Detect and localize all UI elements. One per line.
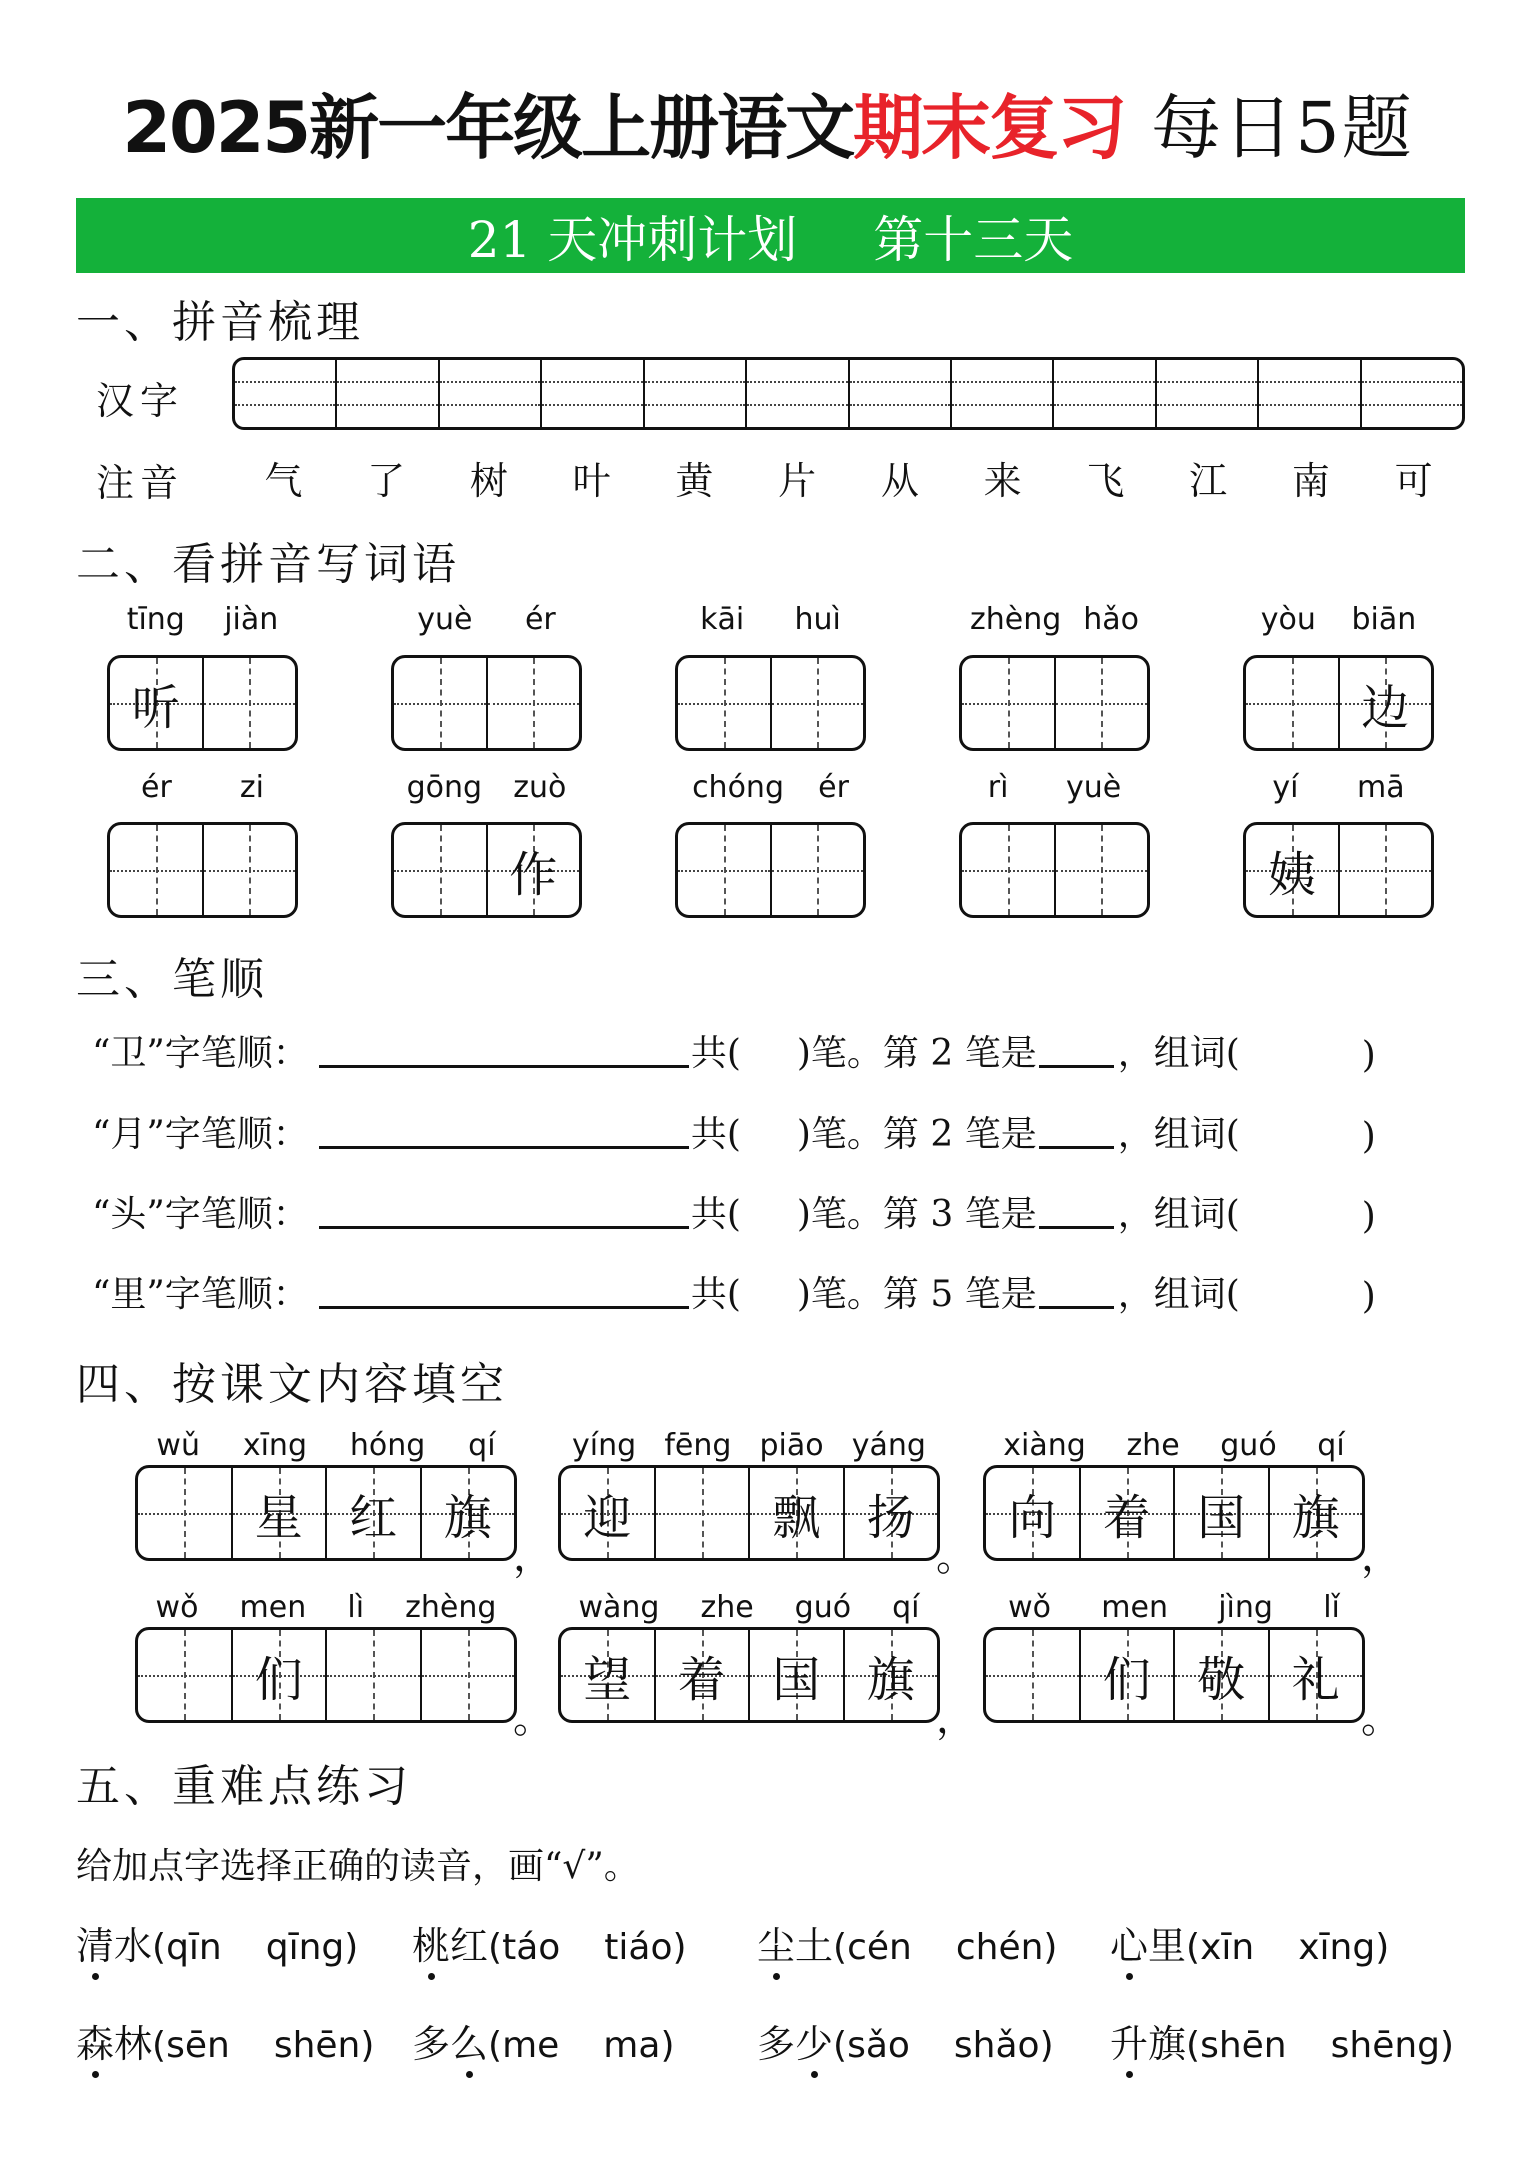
pinyin-syllable: yòu [1260,602,1316,637]
nth-stroke-label: 第 2 笔是 [882,1033,1037,1074]
option-second[interactable]: xīng [1298,1927,1376,1968]
writing-cell[interactable] [1270,1468,1363,1558]
pinyin-syllable: men [239,1590,307,1625]
pinyin-syllable: zhèng [405,1590,497,1625]
pinyin-label [1243,602,1434,637]
word-character: 里 [1148,1924,1187,1968]
option-second[interactable]: tiáo [604,1927,673,1968]
banner-day-label: 第十三天 [873,210,1074,269]
banner-plan-label: 21 天冲刺计划 [467,210,798,269]
option-second[interactable]: chén [955,1927,1044,1968]
writing-cell[interactable] [337,360,439,427]
paren-close: ) [1039,2025,1054,2066]
dotted-character: 心 [1110,1915,1148,1970]
nth-stroke-blank[interactable] [1039,1063,1114,1068]
writing-cell[interactable] [440,360,542,427]
title-suffix: 每日5题 [1151,87,1414,169]
writing-cell[interactable] [561,1468,656,1558]
writing-cell[interactable] [394,825,488,915]
pinyin-syllable: hóng [349,1428,426,1463]
section4-heading: 四、按课文内容填空 [76,1359,508,1410]
section5-heading: 五、重难点练习 [76,1761,412,1812]
pinyin-syllable: yuè [1065,770,1122,805]
pinyin-syllable: wǔ [156,1428,200,1463]
pinyin-syllable: jiàn [224,602,279,637]
pinyin-syllable: qí [892,1590,920,1625]
character-2: 了 [367,459,406,503]
punctuation: 。 [1361,1696,1401,1742]
paren-close: ) [1375,1927,1390,1968]
character-11: 南 [1291,459,1330,503]
punctuation: ， [1361,1534,1401,1580]
writing-cell[interactable] [850,360,952,427]
paren-open: ( [1186,2025,1201,2066]
word-character: 多 [757,2022,796,2066]
section2-heading: 二、看拼音写词语 [76,539,460,590]
character-3: 树 [469,459,508,503]
item-word [76,1915,152,1970]
tianzi-box[interactable] [675,655,866,751]
plan-banner [76,198,1465,273]
writing-cell[interactable] [422,1468,515,1558]
pinyin-syllable: kāi [700,602,745,637]
choice-item [1110,1915,1389,1970]
strokes-close-label: )笔。 [796,1194,883,1235]
writing-cell[interactable] [233,1630,328,1720]
writing-cell[interactable] [772,825,864,915]
given-character: 们 [254,1651,303,1708]
given-character: 迎 [583,1489,632,1546]
writing-cell[interactable] [204,658,296,748]
total-strokes-label: 共( [690,1033,741,1074]
pinyin-syllable: men [1101,1590,1168,1625]
pinyin-syllable: chóng [692,770,784,805]
writing-cell[interactable] [1175,1630,1270,1720]
dotted-character: 尘 [757,1915,795,1970]
writing-cell[interactable] [1246,658,1340,748]
character-prompt: “卫”字笔顺： [92,1033,309,1074]
given-character: 向 [1008,1489,1057,1546]
tianzi-box[interactable] [675,822,866,918]
writing-cell[interactable] [645,360,747,427]
total-strokes-label: 共( [690,1114,741,1155]
writing-cell[interactable] [138,1630,233,1720]
item-word [412,1915,488,1970]
given-character: 礼 [1291,1651,1340,1708]
punctuation: 。 [936,1534,976,1580]
paren-close: ) [660,2025,675,2066]
given-character: 红 [349,1489,398,1546]
pinyin-syllable: huì [794,602,841,637]
nth-stroke-label: 第 2 笔是 [882,1114,1037,1155]
stroke-order-blank[interactable] [319,1304,689,1309]
given-character: 星 [254,1489,303,1546]
character-1: 气 [264,459,303,503]
tianzi-box[interactable] [391,655,582,751]
writing-cell[interactable] [1340,658,1432,748]
paren-close: ) [672,1927,687,1968]
writing-cell[interactable] [952,360,1054,427]
given-character: 着 [1102,1489,1151,1546]
punctuation: 。 [513,1696,553,1742]
dotted-character: 么 [450,2013,488,2068]
tianzi-box[interactable] [391,822,582,918]
dotted-character: 少 [795,2013,833,2068]
title-main: 2025新一年级上册语文 [122,87,854,169]
tianzi-box[interactable] [983,1627,1365,1723]
writing-cell[interactable] [235,360,337,427]
pinyin-syllable: zi [239,770,264,805]
paren-open: ( [152,1927,167,1968]
option-first[interactable]: shēn [1200,2025,1287,2066]
pinyin-syllable: mā [1357,770,1405,805]
pinyin-syllable: gōng [406,770,483,805]
given-character: 飘 [772,1489,821,1546]
item-word [1110,1915,1186,1970]
dotted-character: 森 [76,2013,114,2068]
character-5: 黄 [675,459,714,503]
stroke-order-blank[interactable] [319,1224,689,1229]
writing-cell[interactable] [1056,658,1148,748]
choice-item [757,2013,1054,2068]
writing-cell[interactable] [488,825,580,915]
pinyin-label [558,1590,940,1625]
given-character: 们 [1102,1651,1151,1708]
option-first[interactable]: xīn [1200,1927,1255,1968]
pinyin-syllable: yáng [851,1428,926,1463]
word-label: ，组词( [1117,1114,1240,1155]
page-title [0,72,1536,173]
pinyin-syllable: yí [1272,770,1299,805]
writing-cell[interactable] [327,1468,422,1558]
writing-cell[interactable] [678,825,772,915]
dotted-character: 桃 [412,1915,450,1970]
writing-cell[interactable] [962,825,1056,915]
writing-cell[interactable] [204,825,296,915]
writing-cell[interactable] [110,658,204,748]
writing-cell[interactable] [656,1468,751,1558]
strokes-close-label: )笔。 [796,1274,883,1315]
nth-stroke-blank[interactable] [1039,1144,1114,1149]
writing-cell[interactable] [1081,1468,1176,1558]
pinyin-syllable: hǎo [1083,602,1139,637]
given-character: 国 [1197,1489,1246,1546]
writing-cell[interactable] [1175,1468,1270,1558]
pinyin-syllable: lì [347,1590,365,1625]
writing-cell[interactable] [1259,360,1361,427]
pinyin-label [558,1428,940,1463]
pinyin-syllable: ér [141,770,172,805]
pinyin-syllable: yuè [417,602,473,637]
given-character: 敬 [1197,1651,1246,1708]
given-character: 扬 [866,1489,915,1546]
strokes-close-label: )笔。 [796,1114,883,1155]
writing-cell[interactable] [678,658,772,748]
writing-cell[interactable] [962,658,1056,748]
writing-cell[interactable] [542,360,644,427]
option-first[interactable]: sǎo [847,2025,910,2066]
choice-item [412,2013,674,2068]
item-word [76,2013,152,2068]
pinyin-syllable: piāo [759,1428,824,1463]
writing-cell[interactable] [138,1468,233,1558]
word-character: 林 [114,2022,153,2066]
option-first[interactable]: qīn [166,1927,222,1968]
writing-cell[interactable] [750,1468,845,1558]
pinyin-syllable: ér [524,602,556,637]
option-second[interactable]: shǎo [953,2025,1040,2066]
total-strokes-label: 共( [690,1194,741,1235]
character-prompt: “里”字笔顺： [92,1274,309,1315]
item-word [757,2013,833,2068]
writing-cell[interactable] [1054,360,1156,427]
tianzi-box[interactable] [1243,655,1434,751]
option-first[interactable]: sēn [166,2025,230,2066]
writing-cell[interactable] [845,1630,938,1720]
writing-cell[interactable] [750,1630,845,1720]
paren-close: ) [1043,1927,1058,1968]
writing-cell[interactable] [845,1468,938,1558]
pinyin-syllable: ér [818,770,849,805]
pinyin-label [675,770,866,805]
pinyin-label [107,770,298,805]
pinyin-syllable: zuò [513,770,567,805]
word-label: ，组词( [1117,1033,1240,1074]
character-4: 叶 [572,459,611,503]
tianzi-box[interactable] [558,1465,940,1561]
nth-stroke-blank[interactable] [1039,1224,1114,1229]
tianzi-box[interactable] [959,822,1150,918]
tianzi-box[interactable] [107,822,298,918]
stroke-order-blank[interactable] [319,1063,689,1068]
character-prompt: “头”字笔顺： [92,1194,309,1235]
stroke-order-row [92,1186,1376,1237]
pinyin-writing-grid[interactable] [232,357,1465,430]
option-second[interactable]: ma [603,2025,661,2066]
pinyin-syllable: zhèng [969,602,1062,637]
writing-cell[interactable] [986,1630,1081,1720]
character-12: 可 [1394,459,1433,503]
writing-cell[interactable] [1056,825,1148,915]
paren-close: ) [1440,2025,1455,2066]
paren-open: ( [488,2025,503,2066]
pinyin-syllable: qí [1317,1428,1345,1463]
tianzi-box[interactable] [1243,822,1434,918]
option-first[interactable]: me [502,2025,560,2066]
punctuation: ， [936,1696,976,1742]
pinyin-syllable: wàng [578,1590,660,1625]
paren-open: ( [1186,1927,1201,1968]
tianzi-box[interactable] [558,1627,940,1723]
pinyin-syllable: wǒ [155,1590,199,1625]
paren-close: ) [360,2025,375,2066]
pinyin-label [959,770,1150,805]
paren-open: ( [488,1927,503,1968]
option-second[interactable]: shēng [1330,2025,1441,2066]
pinyin-syllable: jìng [1218,1590,1273,1625]
pinyin-label [675,602,866,637]
pinyin-syllable: zhe [700,1590,754,1625]
paren-close: ) [344,1927,359,1968]
hanzi-label: 汉字 [96,379,185,423]
pinyin-label [959,602,1150,637]
stroke-order-row [92,1025,1376,1076]
section3-heading: 三、笔顺 [76,954,268,1005]
character-8: 来 [983,459,1022,503]
stroke-order-row [92,1266,1376,1317]
tianzi-box[interactable] [135,1627,517,1723]
pinyin-syllable: xiàng [1003,1428,1086,1463]
word-character: 多 [412,2022,451,2066]
option-second[interactable]: qīng [265,1927,345,1968]
writing-cell[interactable] [110,825,204,915]
section1-heading: 一、拼音梳理 [76,297,364,348]
pinyin-label [391,770,582,805]
word-close-label: ) [1361,1276,1376,1317]
choice-item [412,1915,687,1970]
title-highlight: 期末复习 [853,87,1126,169]
given-character: 旗 [1291,1489,1340,1546]
pinyin-syllable: fēng [664,1428,732,1463]
nth-stroke-blank[interactable] [1039,1304,1114,1309]
strokes-close-label: )笔。 [796,1033,883,1074]
writing-cell[interactable] [1081,1630,1176,1720]
writing-cell[interactable] [1246,825,1340,915]
tianzi-box[interactable] [135,1465,517,1561]
given-character: 国 [772,1651,821,1708]
pinyin-label [135,1428,517,1463]
writing-cell[interactable] [747,360,849,427]
writing-cell[interactable] [488,658,580,748]
word-character: 土 [795,1924,834,1968]
pinyin-label [1243,770,1434,805]
pinyin-label [983,1428,1365,1463]
stroke-order-blank[interactable] [319,1144,689,1149]
tianzi-box[interactable] [959,655,1150,751]
word-character: 水 [114,1924,153,1968]
writing-cell[interactable] [1340,825,1432,915]
option-second[interactable]: shēn [273,2025,361,2066]
writing-cell[interactable] [233,1468,328,1558]
word-character: 旗 [1148,2022,1187,2066]
character-row [232,450,1465,505]
writing-cell[interactable] [1157,360,1259,427]
given-character: 望 [583,1651,632,1708]
pinyin-syllable: lǐ [1323,1590,1340,1625]
choice-item [1110,2013,1454,2068]
paren-open: ( [152,2025,167,2066]
writing-cell[interactable] [1270,1630,1363,1720]
pinyin-label [135,1590,517,1625]
character-6: 片 [778,459,817,503]
character-9: 飞 [1086,459,1125,503]
writing-cell[interactable] [986,1468,1081,1558]
dotted-character: 升 [1110,2013,1148,2068]
zhuyin-label: 注音 [96,461,185,505]
writing-cell[interactable] [561,1630,656,1720]
nth-stroke-label: 第 5 笔是 [882,1274,1037,1315]
pinyin-label [983,1590,1365,1625]
pinyin-syllable: qí [468,1428,496,1463]
pinyin-syllable: guó [1220,1428,1277,1463]
given-character: 着 [677,1651,726,1708]
character-7: 从 [880,459,919,503]
option-first[interactable]: táo [502,1927,561,1968]
word-label: ，组词( [1117,1274,1240,1315]
pinyin-syllable: biān [1351,602,1417,637]
pinyin-label [391,602,582,637]
section5-instruction: 给加点字选择正确的读音，画“√”。 [76,1846,640,1887]
pinyin-label [107,602,298,637]
punctuation: ， [513,1534,553,1580]
pinyin-syllable: xīng [242,1428,307,1463]
character-10: 江 [1189,459,1228,503]
item-word [412,2013,488,2068]
pinyin-syllable: wǒ [1008,1590,1052,1625]
given-character: 听 [131,679,180,736]
stroke-order-row [92,1106,1376,1157]
dotted-character: 清 [76,1915,114,1970]
given-character: 旗 [443,1489,492,1546]
nth-stroke-label: 第 3 笔是 [882,1194,1037,1235]
total-strokes-label: 共( [690,1274,741,1315]
writing-cell[interactable] [327,1630,422,1720]
writing-cell[interactable] [1362,360,1462,427]
writing-cell[interactable] [772,658,864,748]
given-character: 姨 [1267,846,1316,903]
word-label: ，组词( [1117,1194,1240,1235]
writing-cell[interactable] [422,1630,515,1720]
character-prompt: “月”字笔顺： [92,1114,309,1155]
pinyin-syllable: tīng [126,602,185,637]
pinyin-syllable: guó [794,1590,852,1625]
writing-cell[interactable] [394,658,488,748]
given-character: 作 [509,846,558,903]
word-close-label: ) [1361,1116,1376,1157]
word-close-label: ) [1361,1035,1376,1076]
given-character: 边 [1361,679,1410,736]
tianzi-box[interactable] [107,655,298,751]
paren-open: ( [833,2025,848,2066]
choice-item [757,1915,1057,1970]
writing-cell[interactable] [656,1630,751,1720]
tianzi-box[interactable] [983,1465,1365,1561]
choice-item [76,1915,358,1970]
choice-item [76,2013,374,2068]
pinyin-syllable: zhe [1126,1428,1180,1463]
option-first[interactable]: cén [847,1927,912,1968]
item-word [757,1915,833,1970]
paren-open: ( [833,1927,848,1968]
given-character: 旗 [866,1651,915,1708]
pinyin-syllable: yíng [572,1428,637,1463]
pinyin-syllable: rì [987,770,1009,805]
word-character: 红 [450,1924,489,1968]
word-close-label: ) [1361,1196,1376,1237]
item-word [1110,2013,1186,2068]
